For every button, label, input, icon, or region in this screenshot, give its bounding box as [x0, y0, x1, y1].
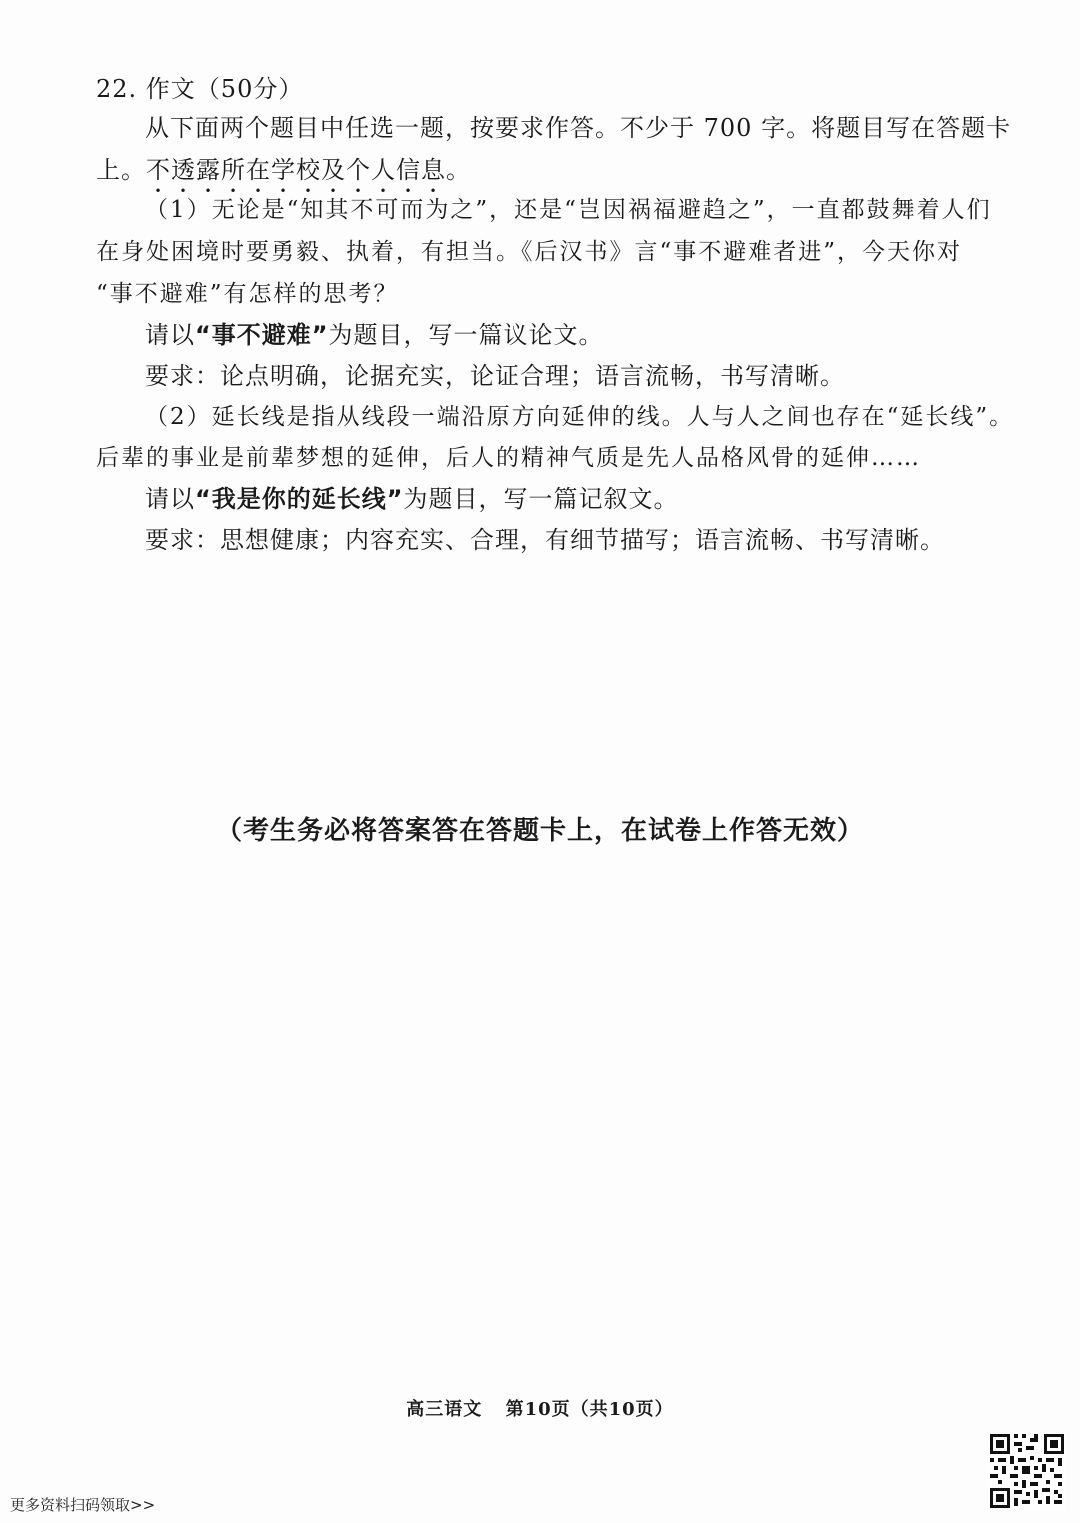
topic1-prompt-prefix: 请以: [145, 321, 195, 349]
topic2-requirement: 要求：思想健康；内容充实、合理，有细节描写；语言流畅、书写清晰。: [145, 526, 945, 554]
footer-subject: 高三语文: [406, 1399, 483, 1420]
more-resources-link[interactable]: 更多资料扫码领取>>: [10, 1496, 156, 1514]
page-footer: [0, 1395, 1080, 1421]
topic2-prompt-title: “我是你的延长线”: [195, 485, 404, 513]
topic2-prompt: [145, 484, 679, 514]
answer-notice: （考生务必将答案答在答题卡上，在试卷上作答无效）: [215, 816, 864, 846]
topic2-line-2: 后辈的事业是前辈梦想的延伸，后人的精神气质是先人品格风骨的延伸……: [96, 445, 921, 471]
question-title: 22. 作文（50分）: [96, 75, 304, 103]
topic1-prompt-title: “事不避难”: [195, 321, 329, 349]
instruction-line-2-suffix: 。: [446, 156, 471, 184]
topic2-prompt-suffix: 为题目，写一篇记叙文。: [403, 485, 679, 513]
topic1-prompt: [145, 320, 604, 350]
topic1-prompt-suffix: 为题目，写一篇议论文。: [328, 321, 604, 349]
footer-page-number: 第10页（共10页）: [505, 1399, 674, 1420]
topic1-requirement: 要求：论点明确，论据充实，论证合理；语言流畅，书写清晰。: [145, 362, 845, 390]
instruction-line-2-prefix: 上。: [96, 156, 146, 184]
topic1-line-1: （1）无论是“知其不可而为之”，还是“岂因祸福避趋之”，一直都鼓舞着人们: [145, 197, 992, 223]
instruction-line-1: 从下面两个题目中任选一题，按要求作答。不少于 700 字。将题目写在答题卡: [145, 114, 1012, 142]
topic2-line-1: （2）延长线是指从线段一端沿原方向延伸的线。人与人之间也存在“延长线”。: [145, 404, 1015, 430]
instruction-line-2: [96, 155, 471, 198]
topic1-line-3: “事不避难”有怎样的思考？: [96, 281, 399, 307]
instruction-emphasis: 不透露所在学校及个人信息: [146, 156, 446, 184]
qr-code-icon[interactable]: [988, 1432, 1066, 1510]
topic1-line-2: 在身处困境时要勇毅、执着，有担当。《后汉书》言“事不避难者进”，今天你对: [96, 239, 963, 265]
topic2-prompt-prefix: 请以: [145, 485, 195, 513]
